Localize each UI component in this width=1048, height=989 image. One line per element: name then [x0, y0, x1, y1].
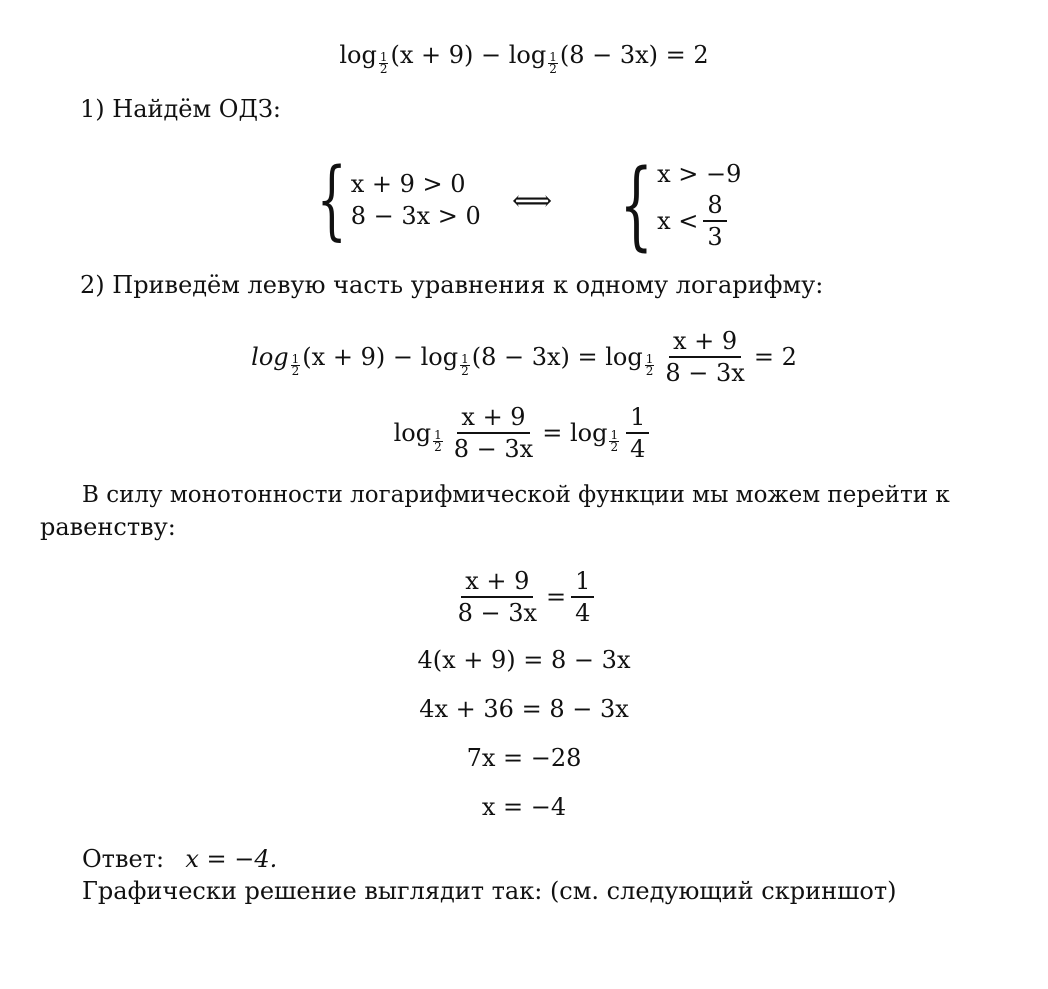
- iff-arrow-icon: ⟺: [512, 184, 553, 217]
- fraction: $\frac{8}{3}$: [703, 190, 726, 252]
- solve-step-5: x = −4: [481, 793, 567, 821]
- log-label: log: [339, 41, 377, 69]
- fraction: $\frac{x + 9}{8 - 3x}$: [457, 567, 538, 627]
- base-half: 1 2: [379, 49, 388, 76]
- solve-step-3: 4x + 36 = 8 − 3x: [419, 695, 629, 723]
- equation-part-1: (x + 9) − log: [390, 41, 547, 69]
- graph-note: Графически решение выглядит так: (см. следующий скриншот): [82, 877, 897, 905]
- base-half: 1 2: [549, 49, 557, 76]
- step2-equation-1: log 1 2 (x + 9) − log 1 2 (8 − 3x) = log 1 2 $\frac{x + 9}{8 - 3x}$ = 2: [251, 327, 797, 387]
- equation-part-2: (8 − 3x) = 2: [559, 41, 709, 69]
- answer-value: x = −4.: [185, 845, 278, 873]
- answer-line: [82, 844, 277, 874]
- step2-heading: 2) Приведём левую часть уравнения к одному логарифму:: [80, 271, 824, 299]
- paragraph-line-2: равенству:: [40, 513, 176, 541]
- odz-system-1: [292, 150, 481, 250]
- solve-step-4: 7x = −28: [466, 744, 582, 772]
- system-line: x > −9: [657, 160, 742, 188]
- fraction: $\frac{x + 9}{8 - 3x}$: [453, 403, 534, 463]
- brace-icon: {: [316, 150, 347, 250]
- brace-icon: {: [619, 149, 654, 261]
- system-line: x < $\frac{8}{3}$: [657, 190, 741, 252]
- fraction: $\frac{x + 9}{8 - 3x}$: [665, 327, 745, 387]
- system-line: 8 − 3x > 0: [350, 202, 481, 230]
- odz-system-2: [592, 149, 742, 261]
- answer-label: Ответ:: [82, 845, 165, 873]
- main-equation: [0, 40, 1048, 76]
- paragraph-line-1: В силу монотонности логарифмической функции мы можем перейти к: [82, 482, 950, 508]
- system-line: x + 9 > 0: [350, 170, 466, 198]
- step1-heading: 1) Найдём ОДЗ:: [80, 95, 281, 123]
- solve-step-1: $\frac{x + 9}{8 - 3x}$ = $\frac{1}{4}$: [0, 566, 1048, 628]
- solve-step-2: 4(x + 9) = 8 − 3x: [417, 646, 631, 674]
- fraction: $\frac{1}{4}$: [626, 402, 649, 464]
- step2-equation-2: log 1 2 $\frac{x + 9}{8 - 3x}$ = log 1 2 $\frac{1}{4}$: [0, 402, 1048, 464]
- fraction: $\frac{1}{4}$: [571, 566, 594, 628]
